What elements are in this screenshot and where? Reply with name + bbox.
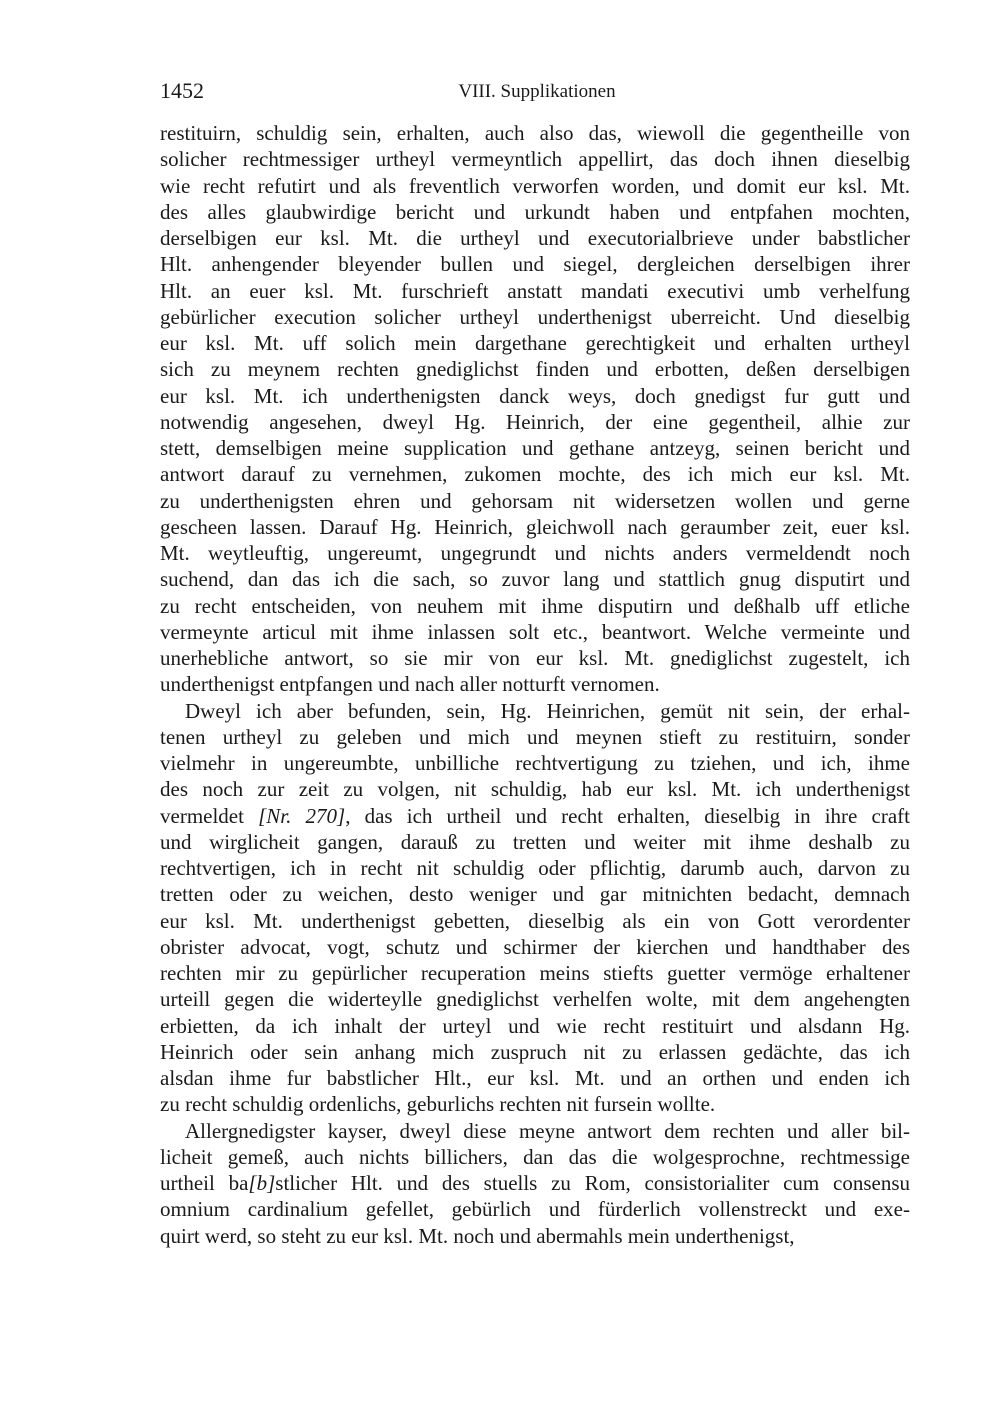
text-line: alsdan ihme fur babstlicher Hlt., eur ksl. Mt. und an orthen und enden ich — [160, 1066, 910, 1090]
editorial-note: [Nr. 270] — [258, 803, 346, 828]
text-line: erbietten, da ich inhalt der urteyl und wie recht restituirt und alsdann Hg. — [160, 1013, 910, 1038]
text-line: obrister advocat, vogt, schutz und schirmer der kierchen und handthaber des — [160, 934, 910, 959]
text-line: wie recht refutirt und als freventlich verworfen worden, und domit eur ksl. Mt. — [160, 173, 910, 198]
text-segment: vermeldet — [160, 803, 259, 828]
text-line: quirt werd, so steht zu eur ksl. Mt. noch und abermahls mein underthenigst, — [160, 1223, 795, 1248]
text-line: Hlt. anhengender bleyender bullen und siegel, dergleichen derselbigen ihrer — [160, 252, 910, 277]
text-line: suchend, dan das ich die sach, so zuvor lang und stattlich gnug disputirt und — [160, 567, 910, 592]
text-line: rechten mir zu gepürlicher recuperation meins stiefts guetter vermöge erhaltener — [160, 961, 910, 985]
text-line: urteill gegen die widerteylle gnediglichst verhelfen wolte, mit dem angehengten — [160, 987, 910, 1012]
text-line: des noch zur zeit zu volgen, nit schuldig, hab eur ksl. Mt. ich underthenigst — [160, 777, 910, 802]
text-line: Dweyl ich aber befunden, sein, Hg. Heinrichen, gemüt nit sein, der erhal- — [185, 698, 910, 723]
text-line: Mt. weytleuftig, ungereumt, ungegrundt und nichts anders vermeldendt noch — [160, 541, 910, 565]
text-line: zu underthenigsten ehren und gehorsam nit widersetzen wollen und gerne — [160, 488, 910, 513]
text-line: vielmehr in ungereumbte, unbilliche rechtvertigung zu tziehen, und ich, ihme — [160, 751, 910, 775]
text-line: des alles glaubwirdige bericht und urkundt haben und entpfahen mochten, — [160, 199, 910, 224]
running-head: VIII. Supplikationen — [458, 81, 616, 102]
text-line: und wirglicheit gangen, darauß zu tretten und weiter mit ihme deshalb zu — [160, 829, 910, 854]
text-line: antwort darauf zu vernehmen, zukomen mochte, des ich mich eur ksl. Mt. — [160, 462, 910, 487]
text-line: Allergnedigster kayser, dweyl diese meyne antwort dem rechten und aller bil- — [185, 1118, 910, 1143]
text-line: sich zu meynem rechten gnediglichst finden und erbotten, deßen derselbigen — [160, 357, 910, 382]
text-line: gebürlicher execution solicher urtheyl underthenigst uberreicht. Und dieselbig — [160, 304, 910, 329]
text-segment: , das ich urtheil und recht erhalten, dieselbig in ihre craft — [345, 803, 910, 828]
text-line: Hlt. an euer ksl. Mt. furschrieft anstatt mandati executivi umb verhelfung — [160, 278, 910, 303]
text-line: unerhebliche antwort, so sie mir von eur ksl. Mt. gnediglichst zugestelt, ich — [160, 646, 910, 670]
body-text — [160, 120, 910, 1249]
editorial-note: [b] — [248, 1171, 276, 1195]
text-line — [160, 1170, 910, 1196]
text-line: zu recht entscheiden, von neuhem mit ihme disputirn und deßhalb uff etliche — [160, 593, 910, 618]
text-line: derselbigen eur ksl. Mt. die urtheyl und executorialbrieve under babstlicher — [160, 226, 910, 250]
text-segment: urtheil ba — [160, 1171, 249, 1195]
text-line: tenen urtheyl zu geleben und mich und meynen stieft zu restituirn, sonder — [160, 724, 910, 749]
text-line: stett, demselbigen meine supplication und gethane antzeyg, seinen bericht und — [160, 436, 910, 460]
text-line: omnium cardinalium gefellet, gebürlich und fürderlich vollenstreckt und exe- — [160, 1197, 910, 1222]
page-number: 1452 — [160, 78, 204, 103]
text-segment: stlicher Hlt. und des stuells zu Rom, consistorialiter cum consensu — [275, 1171, 910, 1195]
text-line: underthenigst entpfangen und nach aller notturft vernomen. — [160, 672, 660, 697]
text-line: solicher rechtmessiger urtheyl vermeyntlich appellirt, das doch ihnen dieselbig — [160, 147, 910, 172]
text-line: rechtvertigen, ich in recht nit schuldig oder pflichtig, darumb auch, darvon zu — [160, 856, 910, 880]
text-line: eur ksl. Mt. uff solich mein dargethane gerechtigkeit und erhalten urtheyl — [160, 331, 910, 355]
text-line: eur ksl. Mt. underthenigst gebetten, dieselbig als ein von Gott verordenter — [160, 908, 910, 933]
text-line: tretten oder zu weichen, desto weniger und gar mitnichten bedacht, demnach — [160, 882, 910, 907]
text-line: gescheen lassen. Darauf Hg. Heinrich, gleichwoll nach geraumber zeit, euer ksl. — [160, 514, 910, 539]
text-line: notwendig angesehen, dweyl Hg. Heinrich, der eine gegentheil, alhie zur — [160, 409, 910, 434]
text-line: Heinrich oder sein anhang mich zuspruch nit zu erlassen gedächte, das ich — [160, 1039, 910, 1064]
text-line: zu recht schuldig ordenlichs, geburlichs rechten nit fursein wollte. — [160, 1092, 716, 1117]
text-line — [160, 803, 910, 829]
text-line: licheit gemeß, auch nichts billichers, dan das die wolgesprochne, rechtmessige — [160, 1144, 910, 1169]
text-line: eur ksl. Mt. ich underthenigsten danck weys, doch gnedigst fur gutt und — [160, 383, 910, 408]
text-line: vermeynte articul mit ihme inlassen solt etc., beantwort. Welche vermeinte und — [160, 619, 910, 644]
text-line: restituirn, schuldig sein, erhalten, auch also das, wiewoll die gegentheille von — [160, 121, 910, 145]
